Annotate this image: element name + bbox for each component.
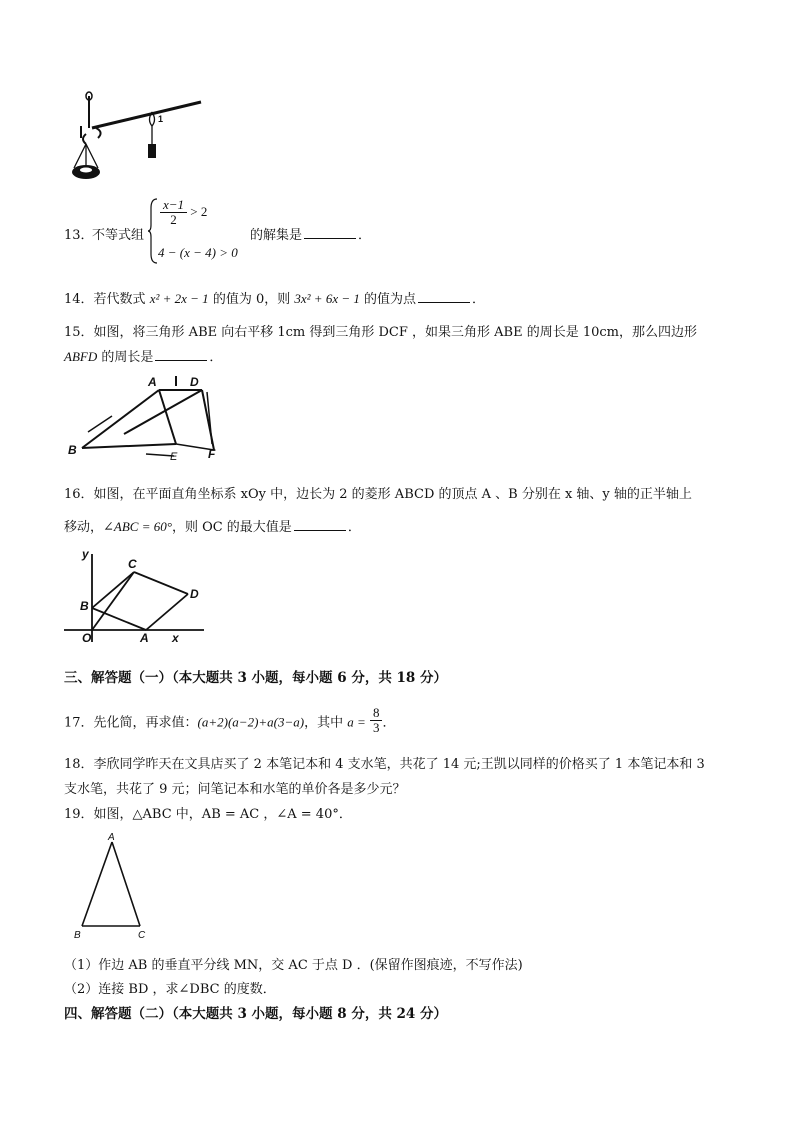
q13-numerator: x−1 [160, 198, 187, 213]
steelyard-figure [64, 88, 209, 186]
q15-text: 的周长是 [97, 350, 154, 365]
q16-label-b: B [80, 599, 89, 613]
q13-answer-blank [304, 226, 356, 239]
q17-frac-den: 3 [372, 720, 380, 736]
q13-prefix: 不等式组 [92, 228, 145, 243]
q13-relation: > 2 [190, 203, 208, 219]
q16-answer-blank [294, 518, 346, 531]
q17-mid: ，其中 [304, 715, 344, 731]
q15-answer-blank [155, 348, 207, 361]
q13-inequality-1 [160, 198, 207, 228]
q13-question [250, 224, 371, 243]
scale-label: 1 [158, 114, 164, 124]
q15-end: ． [209, 350, 223, 365]
q15-label-d: D [190, 375, 199, 389]
q14-end: ． [472, 292, 486, 307]
q13-suffix: 的解集是 [250, 228, 303, 243]
q13-end: ． [358, 228, 372, 243]
q15-quad: ABFD [64, 349, 98, 364]
section-3-heading: 三、解答题（一）（本大题共 3 小题，每小题 6 分，共 18 分） [64, 670, 448, 686]
q16-angle: ∠ABC = 60° [103, 519, 172, 534]
q19-text: 19．如图，△ABC 中，AB = AC ，∠A = 40°． [64, 807, 352, 822]
q15-line-2 [64, 346, 222, 365]
q15-figure [64, 372, 224, 464]
q14-text-3: 的值为点 [364, 292, 417, 307]
q16-text-1: 移动， [64, 520, 104, 535]
q16-label-a: A [140, 631, 149, 645]
q19-sub-2: （2）连接 BD ，求∠DBC 的度数． [64, 982, 276, 997]
q15-label-b: B [68, 443, 77, 457]
q17-expr: (a+2)(a−2)+a(3−a) [197, 714, 305, 730]
q16-label-o: O [82, 631, 92, 645]
q18-line-1: 18．李欣同学昨天在文具店买了 2 本笔记本和 4 支水笔，共花了 14 元;王凯以同样的价格买了 1 本笔记本和 3 [64, 757, 705, 772]
q14-expr-1: x² + 2x − 1 [149, 291, 209, 306]
q14-expr-2: 3x² + 6x − 1 [294, 291, 360, 306]
q19-label-a: A [108, 832, 115, 843]
q16-label-d: D [190, 587, 199, 601]
q13-inequality-2: 4 − (x − 4) > 0 [158, 245, 238, 260]
q13-denominator: 2 [170, 212, 177, 228]
q16-label-y: y [82, 548, 89, 561]
q19-label-c: C [138, 930, 146, 941]
q17 [64, 705, 396, 738]
q16-label-c: C [128, 557, 137, 571]
q15-label-e: E [170, 451, 178, 463]
q14 [64, 288, 485, 307]
q14-number: 14． [64, 292, 94, 307]
system-brace [148, 198, 158, 264]
q16-line-1: 16．如图，在平面直角坐标系 xOy 中，边长为 2 的菱形 ABCD 的顶点 A 、B 分别在 x 轴、y 轴的正半轴上 [64, 487, 692, 502]
q16-end: ． [347, 520, 361, 535]
q15-label-a: A [148, 375, 157, 389]
q15-line-1: 15．如图，将三角形 ABE 向右平移 1cm 得到三角形 DCF ，如果三角形 ABE 的周长是 10cm，那么四边形 [64, 325, 698, 340]
section-4-heading: 四、解答题（二）（本大题共 3 小题，每小题 8 分，共 24 分） [64, 1006, 448, 1022]
q19-sub-1: （1）作边 AB 的垂直平分线 MN，交 AC 于点 D ．(保留作图痕迹，不写作法) [64, 958, 523, 973]
q14-answer-blank [418, 290, 470, 303]
q15-label-f: F [208, 447, 216, 461]
q16-label-x: x [172, 631, 179, 645]
q13-number: 13． [64, 228, 94, 243]
q17-text: 17．先化简，再求值： [64, 715, 198, 731]
q16-line-2 [64, 516, 361, 535]
q17-end: ． [382, 715, 396, 731]
q17-frac-num: 8 [370, 706, 383, 721]
q19-label-b: B [74, 930, 81, 941]
q19-triangle-figure [70, 830, 150, 944]
q18-line-2: 支水笔，共花了 9 元；问笔记本和水笔的单价各是多少元？ [64, 782, 406, 797]
q14-text-1: 若代数式 [93, 292, 146, 307]
q16-text-2: ，则 OC 的最大值是 [171, 520, 292, 535]
q16-figure [64, 548, 214, 648]
q17-var: a = [347, 714, 366, 730]
q14-text-2: 的值为 0，则 [212, 292, 291, 307]
